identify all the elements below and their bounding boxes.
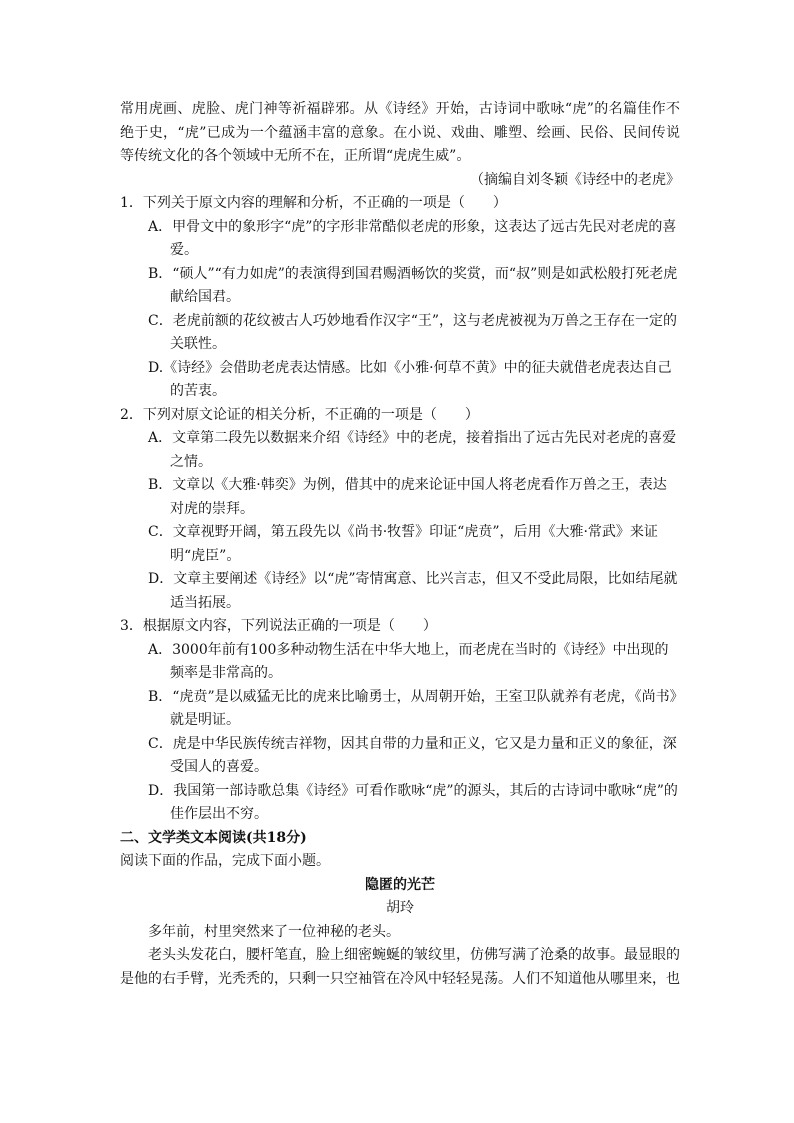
option-d: D．文章主要阐述《诗经》以“虎”寄情寓意、比兴言志，但又不受此局限，比如结尾就适当拓展。: [148, 571, 678, 611]
option-a: A．文章第二段先以数据来介绍《诗经》中的老虎，接着指出了远古先民对老虎的喜爱之情。: [148, 430, 677, 470]
option-c: C．文章视野开阔，第五段先以《尚书·牧誓》印证“虎贲”，后用《大雅·常武》来证明“虎臣”。: [148, 524, 658, 564]
question-3: [120, 615, 680, 827]
document-content: [120, 98, 680, 991]
story-title: 隐匿的光芒: [365, 876, 435, 893]
section-instruction: 阅读下面的作品，完成下面小题。: [120, 853, 330, 869]
option-b: B．文章以《大雅·韩奕》为例，借其中的虎来论证中国人将老虎看作万兽之王，表达对虎的崇拜。: [148, 477, 667, 517]
story-paragraph: 老头头发花白，腰杆笔直，脸上细密蜿蜒的皱纹里，仿佛写满了沧桑的故事。最显眼的是他的右手臂，光秃秃的，只剩一只空袖管在冷风中轻轻晃荡。人们不知道他从哪里来，也: [120, 947, 680, 987]
question-stem: 2．下列对原文论证的相关分析，不正确的一项是（ ）: [120, 406, 479, 423]
story-paragraph: 多年前，村里突然来了一位神秘的老头。: [148, 923, 400, 940]
option-c: C．虎是中华民族传统吉祥物，因其自带的力量和正义，它又是力量和正义的象征，深受国人的喜爱。: [148, 735, 677, 775]
question-2: [120, 404, 680, 616]
question-stem: 1．下列关于原文内容的理解和分析，不正确的一项是（ ）: [120, 195, 507, 211]
option-a: A．3000年前有100多种动物生活在中华大地上，而老虎在当时的《诗经》中出现的频率是非常高的。: [148, 641, 669, 681]
section-title: 二、文学类文本阅读(共18分): [120, 829, 307, 846]
story-author: 胡玲: [386, 900, 414, 916]
option-c: C．老虎前额的花纹被古人巧妙地看作汉字“王”，这与老虎被视为万兽之王存在一定的关联性。: [148, 312, 678, 352]
question-1: [120, 192, 680, 404]
option-d: D.《诗经》会借助老虎表达情感。比如《小雅·何草不黄》中的征夫就借老虎表达自己的苦衷。: [148, 359, 672, 399]
passage-source: （摘编自刘冬颖《诗经中的老虎》: [470, 171, 680, 188]
option-b: B．“硕人”“有力如虎”的表演得到国君赐酒畅饮的奖赏，而“叔”则是如武松般打死老虎献给国君。: [148, 265, 678, 305]
option-b: B．“虎贲”是以威猛无比的虎来比喻勇士，从周朝开始，王室卫队就养有老虎，《尚书》就是明证。: [148, 688, 677, 728]
question-stem: 3．根据原文内容，下列说法正确的一项是（ ）: [120, 618, 437, 634]
passage-paragraph: 常用虎画、虎脸、虎门神等祈福辟邪。从《诗经》开始，古诗词中歌咏“虎”的名篇佳作不绝于史，“虎”已成为一个蕴涵丰富的意象。在小说、戏曲、雕塑、绘画、民俗、民间传说等传统文化的各个领域中无所不在，正所谓“虎虎生威”。: [120, 101, 680, 164]
option-d: D．我国第一部诗歌总集《诗经》可看作歌咏“虎”的源头，其后的古诗词中歌咏“虎”的佳作层出不穷。: [148, 782, 678, 822]
option-a: A．甲骨文中的象形字“虎”的字形非常酷似老虎的形象，这表达了远古先民对老虎的喜爱。: [148, 218, 677, 258]
